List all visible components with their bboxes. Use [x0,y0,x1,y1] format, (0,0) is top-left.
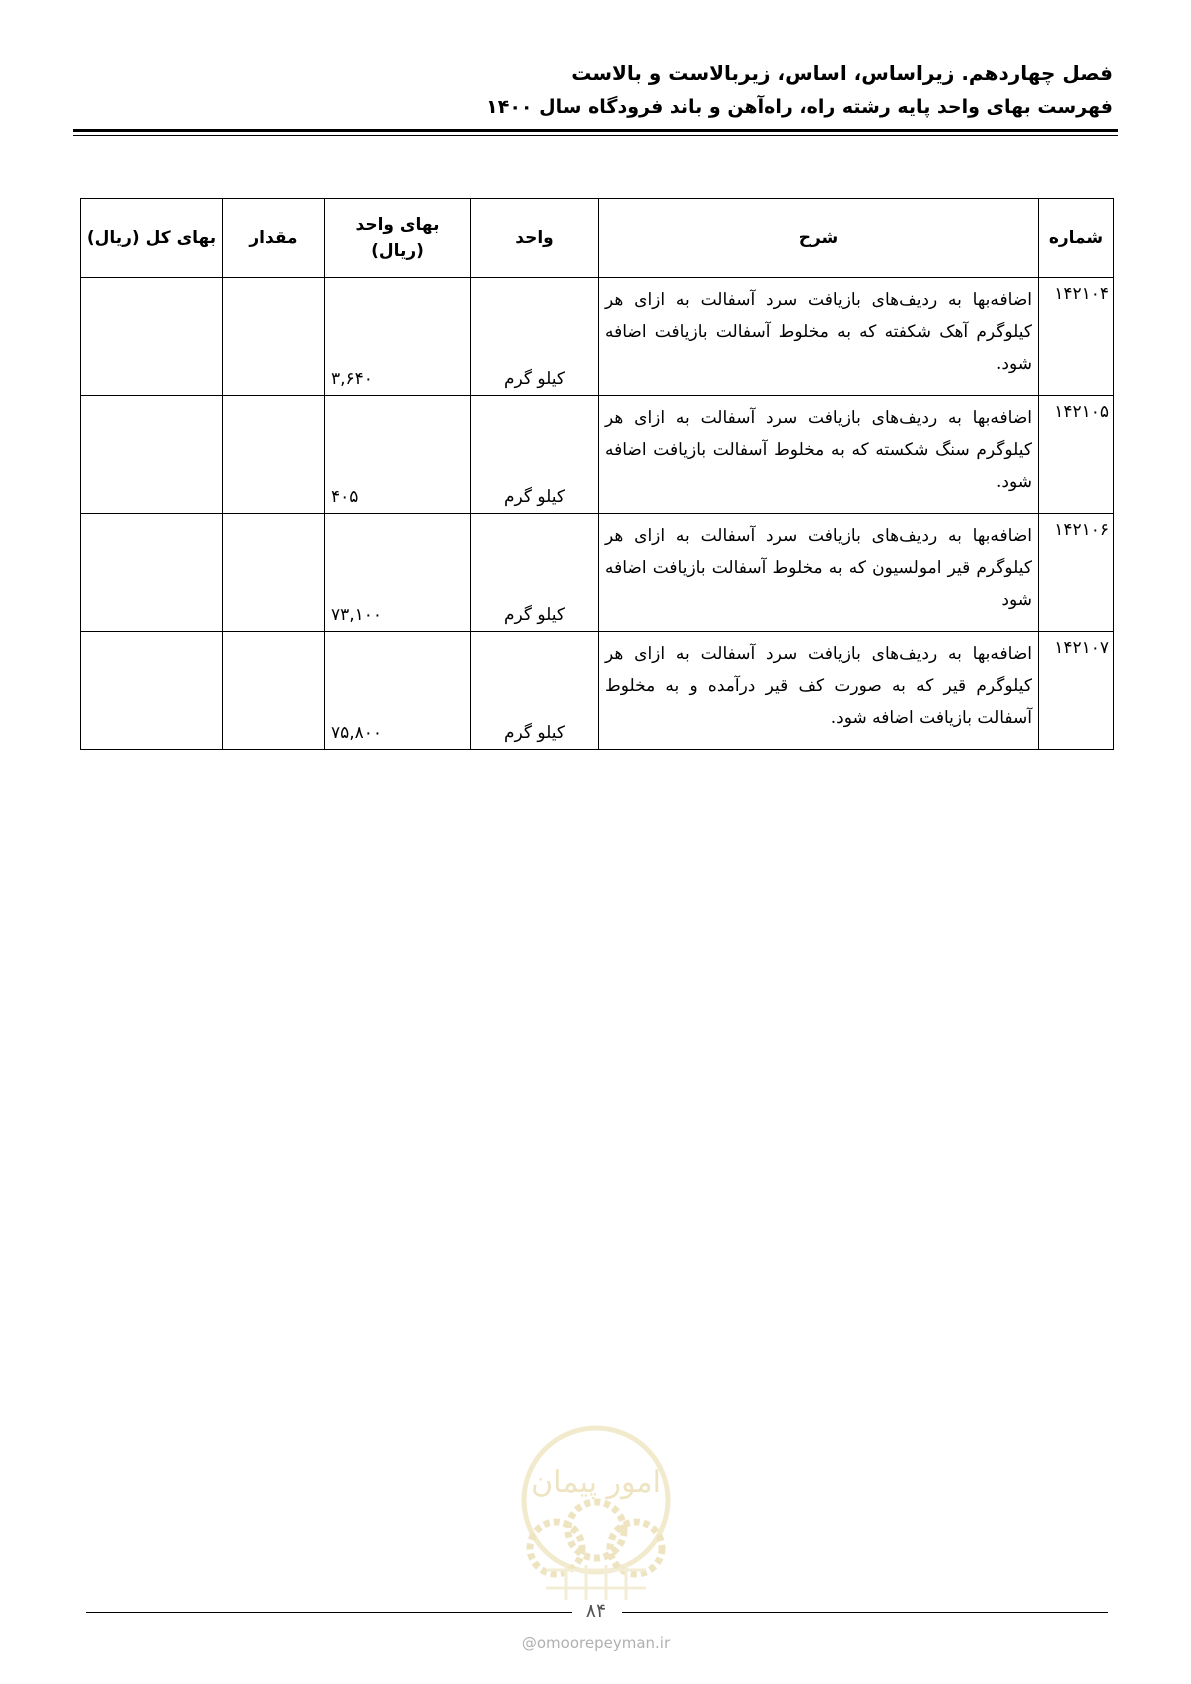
column-header-unit-price [325,199,471,278]
column-header-quantity: مقدار [223,199,325,278]
item-description: اضافه‌بها به ردیف‌های بازیافت سرد آسفالت به ازای هر کیلوگرم سنگ شکسته که به مخلوط آسفالت بازیافت اضافه شود. [599,396,1039,514]
watermark-text: امور پیمان [531,1465,661,1500]
item-description: اضافه‌بها به ردیف‌های بازیافت سرد آسفالت به ازای هر کیلوگرم آهک شکفته که به مخلوط آسفالت بازیافت اضافه شود. [599,278,1039,396]
price-list-table [80,198,1114,750]
website-label: @omoorepeyman.ir [521,1634,671,1652]
column-header-code: شماره [1039,199,1114,278]
unit-price-currency: (ریال) [371,241,424,261]
item-total-price [81,514,223,632]
column-header-description: شرح [599,199,1039,278]
item-code: ۱۴۲۱۰۵ [1039,396,1114,514]
item-quantity [223,396,325,514]
column-header-total-price: بهای کل (ریال) [81,199,223,278]
item-code: ۱۴۲۱۰۴ [1039,278,1114,396]
item-unit-price: ۴۰۵ [325,396,471,514]
item-unit: کیلو گرم [471,632,599,750]
item-unit: کیلو گرم [471,396,599,514]
header-rule-thick [73,129,1118,132]
unit-price-label: بهای واحد [355,215,440,235]
item-total-price [81,278,223,396]
footer-rule-left [86,1612,572,1613]
item-quantity [223,514,325,632]
item-description: اضافه‌بها به ردیف‌های بازیافت سرد آسفالت به ازای هر کیلوگرم قیر که به صورت کف قیر درآمده و به مخلوط آسفالت بازیافت اضافه شود. [599,632,1039,750]
item-total-price [81,396,223,514]
table-row [81,514,1114,632]
item-unit-price: ۳,۶۴۰ [325,278,471,396]
item-unit-price: ۷۳,۱۰۰ [325,514,471,632]
list-title: فهرست بهای واحد پایه رشته راه، راه‌آهن و باند فرودگاه سال ۱۴۰۰ [486,96,1113,118]
item-quantity [223,632,325,750]
column-header-unit: واحد [471,199,599,278]
item-unit: کیلو گرم [471,278,599,396]
page-header [78,58,1113,122]
page-number: ۸۴ [585,1600,607,1622]
table-row [81,278,1114,396]
header-rule-thin [73,135,1118,136]
footer-rule-right [622,1612,1108,1613]
table-header-row [81,199,1114,278]
item-unit: کیلو گرم [471,514,599,632]
item-total-price [81,632,223,750]
item-quantity [223,278,325,396]
chapter-title: فصل چهاردهم. زیراساس، اساس، زیربالاست و بالاست [571,61,1113,85]
item-code: ۱۴۲۱۰۶ [1039,514,1114,632]
item-unit-price: ۷۵,۸۰۰ [325,632,471,750]
item-description: اضافه‌بها به ردیف‌های بازیافت سرد آسفالت به ازای هر کیلوگرم قیر امولسیون که به مخلوط آسفالت بازیافت اضافه شود [599,514,1039,632]
table-row [81,632,1114,750]
watermark-logo-icon [506,1420,686,1610]
item-code: ۱۴۲۱۰۷ [1039,632,1114,750]
table-row [81,396,1114,514]
